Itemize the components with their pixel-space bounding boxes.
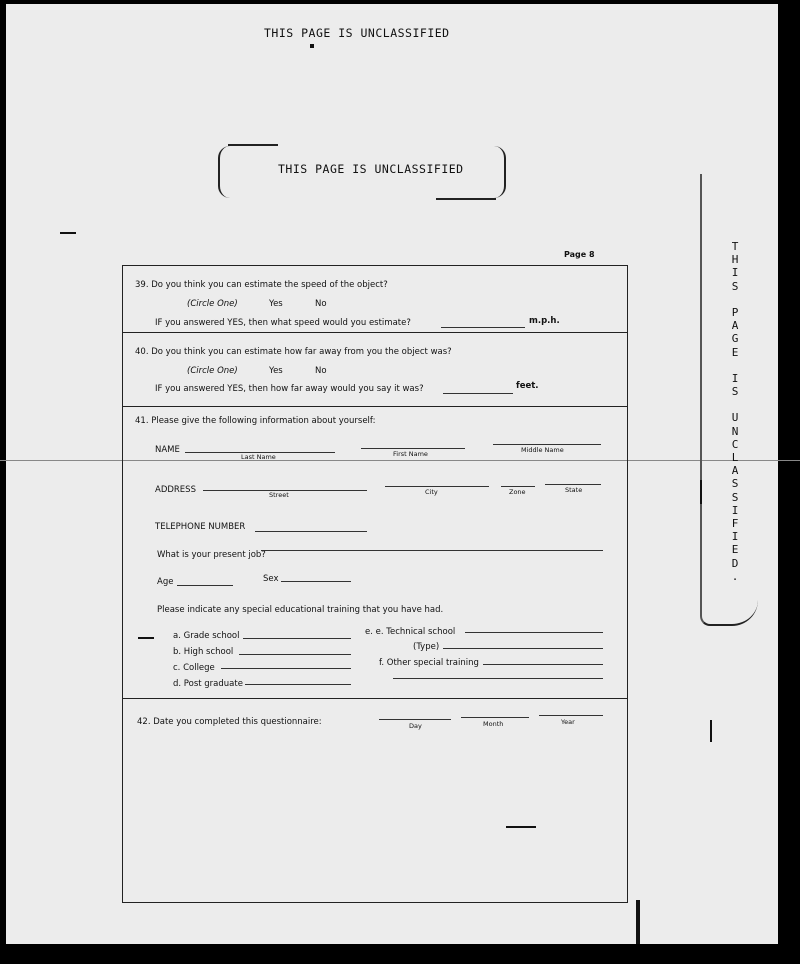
- state-field[interactable]: [545, 484, 601, 485]
- vertical-stamp-letter: [728, 359, 742, 372]
- section-divider: [123, 406, 627, 407]
- vertical-stamp-letter: [728, 293, 742, 306]
- q40-unit: feet.: [516, 381, 539, 391]
- scan-speck: [636, 900, 640, 944]
- scan-speck: [60, 232, 76, 234]
- vertical-stamp-letter: N: [731, 424, 739, 438]
- vertical-stamp-letter: [728, 398, 742, 411]
- day-caption: Day: [409, 722, 422, 730]
- first-name-caption: First Name: [393, 450, 428, 458]
- age-field[interactable]: [177, 585, 233, 586]
- vertical-stamp-letter: U: [731, 411, 739, 425]
- technical-school-field[interactable]: [465, 632, 603, 633]
- page-number: Page 8: [564, 250, 595, 259]
- type-field[interactable]: [443, 648, 603, 649]
- vertical-stamp-letter: E: [731, 345, 739, 359]
- q39-unit: m.p.h.: [529, 316, 560, 326]
- vertical-stamp-letter: .: [731, 569, 739, 583]
- vertical-stamp-letter: G: [731, 332, 739, 346]
- boxed-classification-stamp: THIS PAGE IS UNCLASSIFIED: [278, 162, 464, 176]
- section-divider: [123, 332, 627, 333]
- college-field[interactable]: [221, 668, 351, 669]
- section-divider: [123, 698, 627, 699]
- edu-post-graduate: d. Post graduate: [173, 679, 243, 689]
- vertical-classification-stamp: [728, 240, 742, 583]
- vertical-stamp-letter: F: [731, 516, 739, 530]
- scan-speck: [310, 44, 314, 48]
- vertical-stamp-letter: T: [731, 240, 739, 253]
- month-caption: Month: [483, 720, 504, 728]
- q39-question: 39. Do you think you can estimate the speed of the object?: [135, 280, 388, 290]
- sex-field[interactable]: [281, 581, 351, 582]
- year-caption: Year: [561, 718, 575, 726]
- scan-speck: [710, 720, 712, 742]
- q39-no-option[interactable]: No: [315, 299, 327, 309]
- last-name-caption: Last Name: [241, 453, 276, 461]
- zone-caption: Zone: [509, 488, 526, 496]
- q40-followup: IF you answered YES, then how far away would you say it was?: [155, 384, 424, 394]
- job-field[interactable]: [261, 550, 603, 551]
- q40-question: 40. Do you think you can estimate how far away from you the object was?: [135, 347, 452, 357]
- education-prompt: Please indicate any special educational training that you have had.: [157, 605, 444, 615]
- job-label: What is your present job?: [157, 550, 266, 560]
- edu-other-training: f. Other special training: [379, 658, 479, 668]
- vertical-stamp-letter: H: [731, 253, 739, 267]
- vertical-stamp-letter: P: [731, 305, 739, 319]
- vertical-stamp-letter: S: [731, 279, 739, 293]
- q40-circle-one: (Circle One): [187, 366, 238, 376]
- edu-grade-school: a. Grade school: [173, 631, 240, 641]
- age-label: Age: [157, 577, 174, 587]
- address-label: ADDRESS: [155, 485, 196, 495]
- street-caption: Street: [269, 491, 289, 499]
- vertical-stamp-letter: C: [731, 437, 739, 451]
- grade-school-field[interactable]: [243, 638, 351, 639]
- edu-type: (Type): [413, 642, 440, 652]
- vertical-stamp-letter: I: [731, 503, 739, 517]
- telephone-label: TELEPHONE NUMBER: [155, 522, 246, 532]
- other-training-field-2[interactable]: [393, 678, 603, 679]
- vertical-stamp-letter: S: [731, 490, 739, 504]
- year-field[interactable]: [539, 715, 603, 716]
- edu-high-school: b. High school: [173, 647, 234, 657]
- high-school-field[interactable]: [239, 654, 351, 655]
- scan-border: [0, 944, 800, 964]
- middle-name-caption: Middle Name: [521, 446, 564, 454]
- q39-speed-field[interactable]: [441, 327, 525, 328]
- scan-speck: [138, 637, 154, 639]
- middle-name-field[interactable]: [493, 444, 601, 445]
- vertical-stamp-letter: L: [731, 451, 739, 464]
- vertical-stamp-letter: D: [731, 556, 739, 570]
- vertical-stamp-letter: A: [731, 319, 739, 333]
- q40-distance-field[interactable]: [443, 393, 513, 394]
- q39-followup: IF you answered YES, then what speed would you estimate?: [155, 318, 411, 328]
- vertical-stamp-letter: I: [731, 371, 739, 385]
- scan-speck: [700, 480, 702, 504]
- scan-speck: [506, 826, 536, 828]
- post-graduate-field[interactable]: [245, 684, 351, 685]
- state-caption: State: [565, 486, 583, 494]
- vertical-stamp-letter: S: [731, 385, 739, 399]
- day-field[interactable]: [379, 719, 451, 720]
- month-field[interactable]: [461, 717, 529, 718]
- q41-question: 41. Please give the following information about yourself:: [135, 416, 376, 426]
- q40-yes-option[interactable]: Yes: [269, 366, 283, 376]
- top-classification-stamp: THIS PAGE IS UNCLASSIFIED: [264, 26, 450, 40]
- q42-question: 42. Date you completed this questionnaire:: [137, 717, 322, 727]
- other-training-field[interactable]: [483, 664, 603, 665]
- q39-circle-one: (Circle One): [187, 299, 238, 309]
- q40-no-option[interactable]: No: [315, 366, 327, 376]
- city-field[interactable]: [385, 486, 489, 487]
- first-name-field[interactable]: [361, 448, 465, 449]
- name-label: NAME: [155, 445, 180, 455]
- edu-technical-school: e. e. Technical school: [365, 627, 456, 637]
- sex-label: Sex: [263, 574, 279, 584]
- telephone-field[interactable]: [255, 531, 367, 532]
- vertical-stamp-letter: E: [731, 543, 739, 557]
- questionnaire-form: [122, 265, 628, 903]
- vertical-stamp-letter: I: [731, 266, 739, 280]
- city-caption: City: [425, 488, 438, 496]
- vertical-stamp-letter: I: [731, 530, 739, 544]
- zone-field[interactable]: [501, 486, 535, 487]
- vertical-stamp-letter: S: [731, 477, 739, 491]
- q39-yes-option[interactable]: Yes: [269, 299, 283, 309]
- edu-college: c. College: [173, 663, 215, 673]
- vertical-stamp-letter: A: [731, 464, 739, 478]
